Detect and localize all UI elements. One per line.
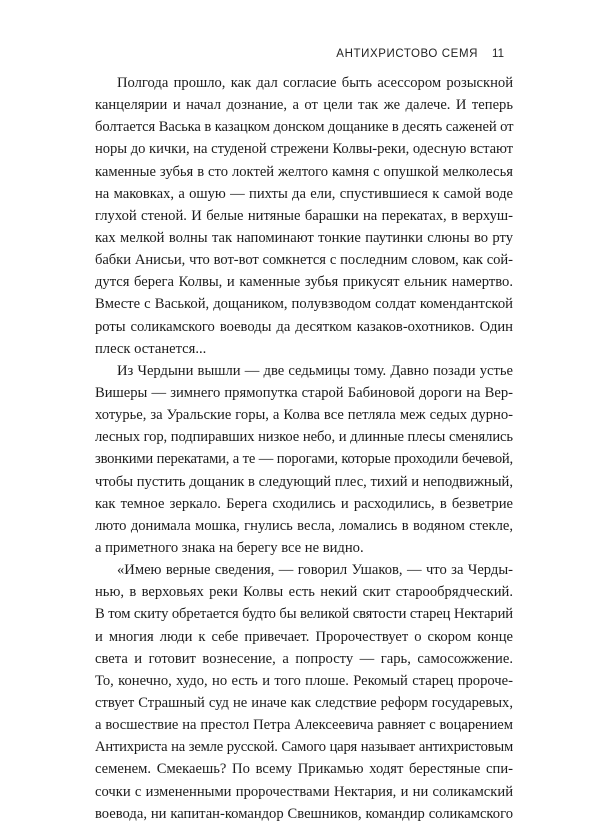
text-line: Антихриста на земле русской. Самого царя называет антихристовым bbox=[95, 739, 513, 756]
text-line: сочки с измененными пророчествами Нектария, и ни соликамский bbox=[95, 783, 513, 800]
text-line: ках мелкой волны так напоминают тонкие паутинки слюны во рту bbox=[95, 229, 513, 246]
text-line: глухой стеной. И белые нитяные барашки на перекатах, в верхуш- bbox=[95, 207, 513, 224]
text-line: лесных гор, подпиравших низкое небо, и длинные плесы сменялись bbox=[95, 429, 513, 446]
running-title: АНТИХРИСТОВО СЕМЯ bbox=[336, 48, 479, 60]
text-line: чтобы пустить дощаник в следующий плес, тихий и неподвижный, bbox=[95, 473, 513, 490]
text-line: Вместе с Васькой, дощаником, полувзводом солдат комендантской bbox=[95, 296, 513, 313]
text-line: как темное зеркало. Берега сходились и расходились, в безветрие bbox=[95, 495, 513, 512]
text-line: Вишеры — зимнего прямопутка старой Бабиновой дороги на Вер- bbox=[95, 384, 513, 401]
paragraph-2 bbox=[95, 360, 513, 559]
text-line: воевода, ни капитан-командор Свешников, командир соликамского bbox=[95, 805, 513, 822]
text-line: бабки Анисьи, что вот-вот сомкнется с последним словом, как сой- bbox=[95, 252, 513, 269]
text-line: каменные зубья в сто локтей желтого камня с опушкой мелколесья bbox=[95, 163, 513, 180]
text-line: То, конечно, худо, но есть и того плоше. Рекомый старец пророче- bbox=[95, 672, 513, 689]
text-line: на маковках, а ошую — пихты да ели, спустившиеся к самой воде bbox=[95, 185, 513, 202]
text-line: дутся берега Колвы, и каменные зубья прикусят ельник намертво. bbox=[95, 274, 513, 291]
page-body bbox=[95, 72, 513, 825]
text-line: В том скиту обретается будто бы великой святости старец Нектарий bbox=[95, 606, 513, 623]
text-line: Из Чердыни вышли — две седьмицы тому. Давно позади устье bbox=[117, 362, 513, 379]
text-line: а приметного знака на берегу все не видно. bbox=[95, 539, 364, 556]
paragraph-3 bbox=[95, 559, 513, 825]
text-line: семенем. Смекаешь? По всему Прикамью ходят берестяные спи- bbox=[95, 761, 513, 778]
text-line: света и готовит вознесение, а попросту — гарь, самосожжение. bbox=[95, 650, 513, 667]
running-header bbox=[336, 48, 504, 60]
text-line: хотурье, за Уральские горы, а Колва все петляла меж седых дурно- bbox=[95, 407, 513, 424]
text-line: нью, в верховьях реки Колвы есть некий скит старообрядческий. bbox=[95, 584, 513, 601]
text-line: «Имею верные сведения, — говорил Ушаков, — что за Черды- bbox=[117, 562, 513, 579]
text-line: ствует Страшный суд не иначе как следствие реформ государевых, bbox=[95, 694, 513, 711]
paragraph-1 bbox=[95, 72, 513, 360]
text-line: болтается Васька в казацком донском дощанике в десять саженей от bbox=[95, 119, 514, 136]
text-line: норы до кички, на студеной стрежени Колвы-реки, одесную встают bbox=[95, 141, 513, 158]
text-line: люто донимала мошка, гнулись весла, ломались в водяном стекле, bbox=[95, 517, 513, 534]
text-line: роты соликамского воеводы да десятком казаков-охотников. Один bbox=[95, 318, 513, 335]
text-line: а восшествие на престол Петра Алексеевича равняет с воцарением bbox=[95, 717, 513, 734]
text-line: и многия люди к себе привечает. Пророчествует о скором конце bbox=[95, 628, 513, 645]
page-number: 11 bbox=[492, 48, 504, 60]
text-line: плеск останется... bbox=[95, 340, 207, 357]
text-line: звонкими перекатами, а те — порогами, которые проходили бечевой, bbox=[95, 451, 513, 468]
text-line: Полгода прошло, как дал согласие быть асессором розыскной bbox=[117, 75, 513, 91]
text-line: канцелярии и начал дознание, а от цели так же далече. И теперь bbox=[95, 97, 513, 114]
